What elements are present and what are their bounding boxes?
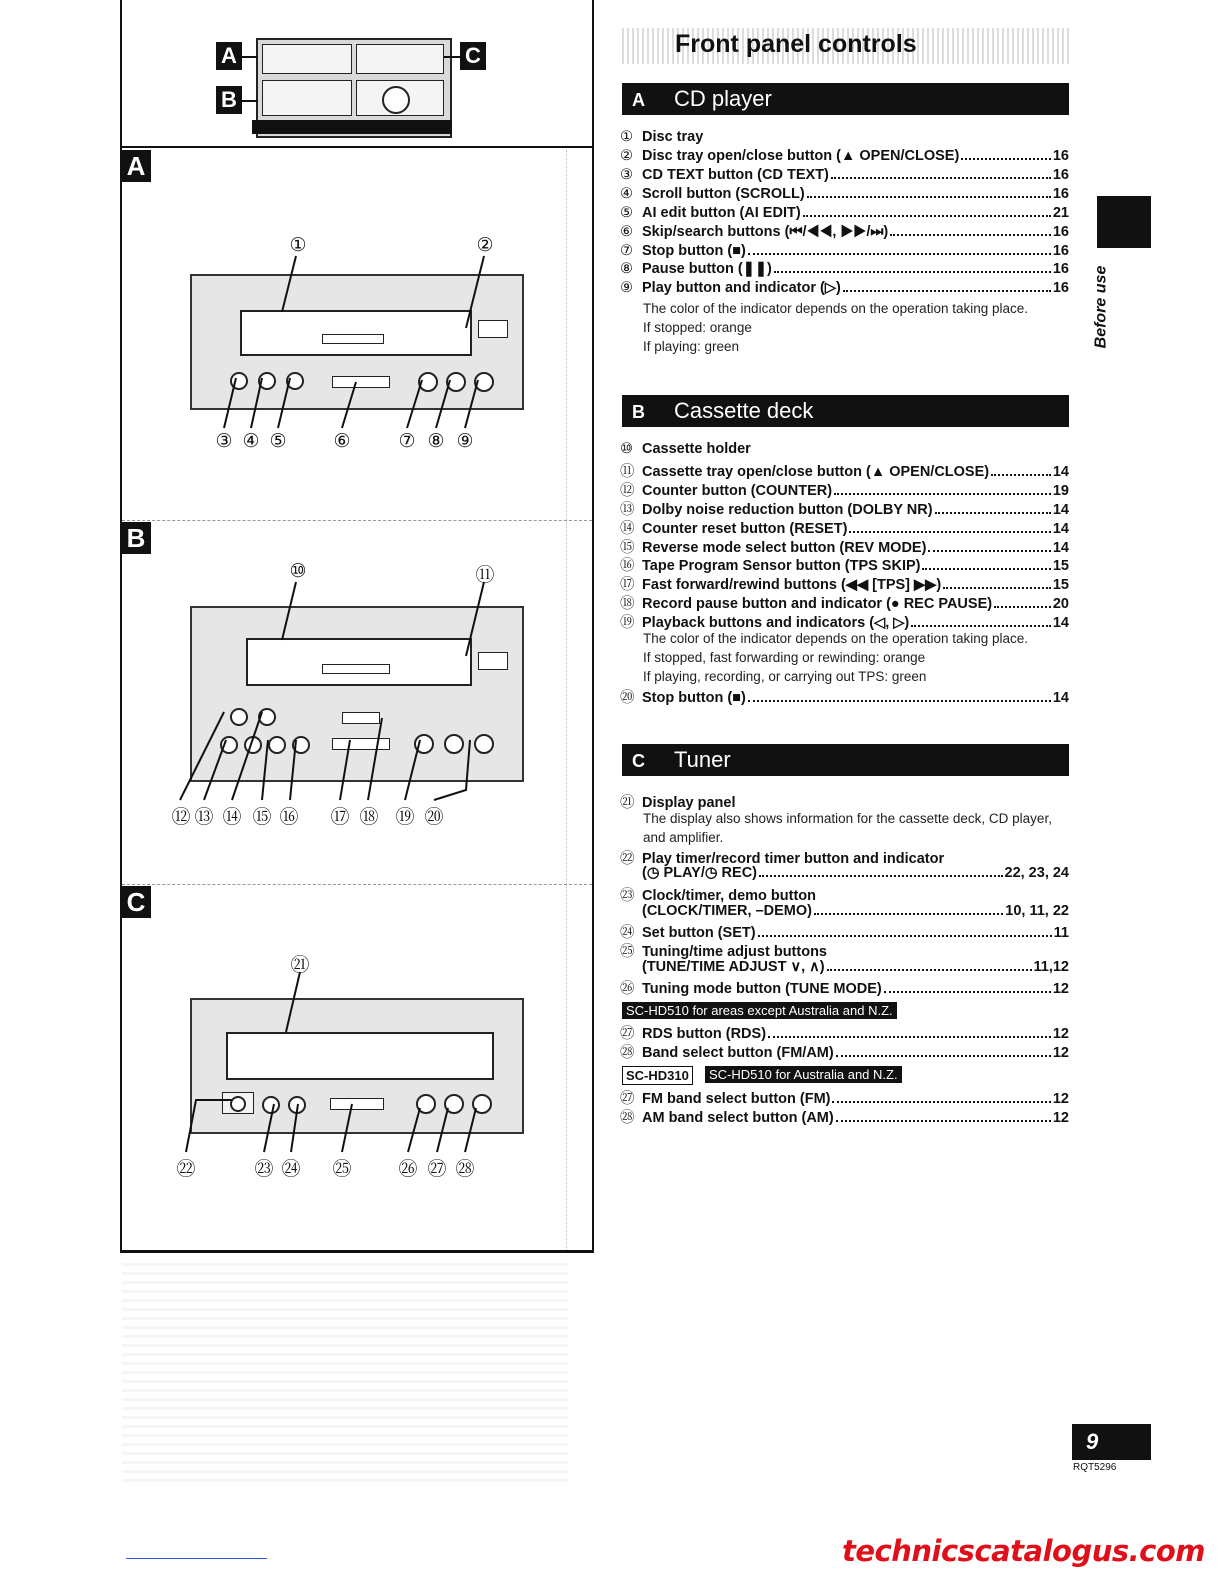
callout-1: ① xyxy=(289,234,307,256)
list-item xyxy=(620,498,1069,519)
list-item xyxy=(620,1106,1069,1127)
callout-16: ⑯ xyxy=(279,806,299,828)
item-number: ㉓ xyxy=(620,888,635,904)
callout-21: ㉑ xyxy=(290,954,310,976)
leader-dots xyxy=(831,177,1051,179)
section-a-header xyxy=(622,83,1069,115)
item-number: ⑱ xyxy=(620,596,635,612)
callout-9: ⑨ xyxy=(456,430,474,452)
list-item xyxy=(620,479,1069,500)
item-label: CD TEXT button (CD TEXT) xyxy=(642,167,829,183)
list-item xyxy=(620,977,1069,998)
model-tag-hd310: SC-HD310 xyxy=(622,1066,693,1085)
item-label: Play button and indicator (▷) xyxy=(642,280,841,296)
callout-26: ㉖ xyxy=(398,1158,418,1180)
indicator-note: If playing, recording, or carrying out TPS: green xyxy=(643,669,927,684)
item-page: 12 xyxy=(1052,1110,1069,1126)
item-label: AM band select button (AM) xyxy=(642,1110,834,1126)
overview-label-a: A xyxy=(216,42,242,70)
callout-6: ⑥ xyxy=(333,430,351,452)
item-number: ① xyxy=(620,129,633,145)
item-label: Dolby noise reduction button (DOLBY NR) xyxy=(642,502,933,518)
page-title: Front panel controls xyxy=(675,30,917,58)
leader-dots xyxy=(834,493,1051,495)
item-number: ⑮ xyxy=(620,540,635,556)
callout-23: ㉓ xyxy=(254,1158,274,1180)
item-page: 14 xyxy=(1052,615,1069,631)
section-thumb-tab xyxy=(1097,196,1151,248)
callout-7: ⑦ xyxy=(398,430,416,452)
item-label: Pause button (❚❚) xyxy=(642,261,772,277)
callout-24: ㉔ xyxy=(281,1158,301,1180)
list-item xyxy=(620,592,1069,613)
item-number: ⑲ xyxy=(620,615,635,631)
callout-22: ㉒ xyxy=(176,1158,196,1180)
callout-8: ⑧ xyxy=(427,430,445,452)
item-number: ㉔ xyxy=(620,925,635,941)
item-label: Record pause button and indicator (● REC PAUSE) xyxy=(642,596,993,612)
item-label: Tuning mode button (TUNE MODE) xyxy=(642,981,882,997)
item-number: ㉕ xyxy=(620,944,635,960)
model-tag-other-areas: SC-HD510 for areas except Australia and N.Z. xyxy=(622,1002,897,1019)
item-page: 21 xyxy=(1052,205,1069,221)
panel-label-c: C xyxy=(121,886,151,918)
leader-dots xyxy=(991,474,1051,476)
item-page: 10, 11, 22 xyxy=(1005,903,1069,919)
item-page: 16 xyxy=(1052,261,1069,277)
item-page: 12 xyxy=(1052,1045,1069,1061)
item-label: Playback buttons and indicators (◁, ▷) xyxy=(642,615,910,631)
model-tag-australia: SC-HD510 for Australia and N.Z. xyxy=(705,1066,902,1083)
section-c-letter: C xyxy=(632,751,645,771)
callout-5: ⑤ xyxy=(269,430,287,452)
item-number: ㉘ xyxy=(620,1045,635,1061)
callout-4: ④ xyxy=(242,430,260,452)
item-page: 14 xyxy=(1052,540,1069,556)
callout-2: ② xyxy=(476,234,494,256)
item-number: ⑧ xyxy=(620,261,633,277)
item-number: ⑨ xyxy=(620,280,633,296)
item-label: Fast forward/rewind buttons (◀◀ [TPS] ▶▶) xyxy=(642,577,942,593)
section-a-letter: A xyxy=(632,90,645,110)
list-item xyxy=(620,167,1069,183)
section-c-header xyxy=(622,744,1069,776)
item-page: 11 xyxy=(1053,925,1069,941)
callout-27: ㉗ xyxy=(427,1158,447,1180)
item-number: ③ xyxy=(620,167,633,183)
watermark: technicscatalogus.com xyxy=(842,1534,1205,1568)
item-label: Clock/timer, demo button xyxy=(642,888,817,904)
leader-dots xyxy=(814,913,1003,915)
list-item xyxy=(620,940,1069,961)
list-item xyxy=(620,573,1069,594)
overview-label-b: B xyxy=(216,86,242,114)
leader-dots xyxy=(943,587,1051,589)
item-number: ⑪ xyxy=(620,464,635,480)
item-label: Display panel xyxy=(642,795,736,811)
section-a-title: CD player xyxy=(674,86,772,111)
list-item-continuation xyxy=(620,865,1069,881)
list-item xyxy=(620,1022,1069,1043)
item-label: Cassette tray open/close button (▲ OPEN/CLOSE) xyxy=(642,464,990,480)
item-label: Scroll button (SCROLL) xyxy=(642,186,805,202)
section-b-title: Cassette deck xyxy=(674,398,814,423)
leader-dots xyxy=(884,991,1051,993)
item-label: Reverse mode select button (REV MODE) xyxy=(642,540,927,556)
item-label: AI edit button (AI EDIT) xyxy=(642,205,801,221)
leader-dots xyxy=(827,969,1032,971)
section-b-header xyxy=(622,395,1069,427)
item-page: 15 xyxy=(1052,558,1069,574)
leader-dots xyxy=(768,1036,1051,1038)
list-item xyxy=(620,460,1069,481)
indicator-note: The color of the indicator depends on the operation taking place. xyxy=(643,631,1029,646)
item-page: 19 xyxy=(1052,483,1069,499)
item-label: Counter button (COUNTER) xyxy=(642,483,833,499)
item-number: ⑦ xyxy=(620,243,633,259)
item-page: 14 xyxy=(1052,464,1069,480)
panel-label-a: A xyxy=(121,150,151,182)
item-sublabel: (◷ PLAY/◷ REC) xyxy=(642,865,758,881)
item-label: Play timer/record timer button and indicator xyxy=(642,851,945,867)
item-number: ⑳ xyxy=(620,690,635,706)
item-number: ④ xyxy=(620,186,633,202)
indicator-note: The color of the indicator depends on the operation taking place. xyxy=(643,301,1029,316)
item-page: 16 xyxy=(1052,243,1069,259)
item-page: 16 xyxy=(1052,224,1069,240)
item-page: 22, 23, 24 xyxy=(1004,865,1069,881)
item-sublabel: (CLOCK/TIMER, –DEMO) xyxy=(642,903,812,919)
item-page: 15 xyxy=(1052,577,1069,593)
list-item xyxy=(620,280,1069,296)
frame-bottom xyxy=(120,1250,594,1253)
leader-dots xyxy=(994,606,1051,608)
overview-label-c: C xyxy=(460,42,486,70)
leader-dots xyxy=(774,271,1051,273)
callout-11: ⑪ xyxy=(475,564,495,586)
list-item xyxy=(620,261,1069,277)
list-item xyxy=(620,686,1069,707)
page-number: 9 xyxy=(1072,1424,1151,1460)
item-label: Cassette holder xyxy=(642,441,751,457)
item-page: 12 xyxy=(1052,1091,1069,1107)
item-label: Skip/search buttons (⏮/◀◀, ▶▶/⏭) xyxy=(642,224,889,240)
list-item xyxy=(620,517,1069,538)
callout-17: ⑰ xyxy=(330,806,350,828)
item-label: Tuning/time adjust buttons xyxy=(642,944,827,960)
leader-dots xyxy=(911,625,1051,627)
list-item xyxy=(620,224,1069,240)
item-page: 14 xyxy=(1052,502,1069,518)
callout-3: ③ xyxy=(215,430,233,452)
item-page: 20 xyxy=(1052,596,1069,612)
list-item xyxy=(620,205,1069,221)
display-note: The display also shows information for the cassette deck, CD player, and amplifier. xyxy=(643,811,1052,845)
callout-13: ⑬ xyxy=(194,806,214,828)
list-item xyxy=(620,884,1069,905)
side-label-container xyxy=(1092,258,1124,358)
leader-dots xyxy=(849,531,1050,533)
leader-dots xyxy=(928,550,1050,552)
list-item-continuation xyxy=(620,903,1069,919)
leader-dots xyxy=(961,158,1051,160)
item-number: ㉗ xyxy=(620,1091,635,1107)
item-page: 16 xyxy=(1052,280,1069,296)
leader-dots xyxy=(748,253,1051,255)
item-label: Band select button (FM/AM) xyxy=(642,1045,834,1061)
list-item xyxy=(620,554,1069,575)
item-page: 14 xyxy=(1052,690,1069,706)
list-item xyxy=(620,129,1069,145)
item-label: Disc tray open/close button (▲ OPEN/CLOSE) xyxy=(642,148,960,164)
item-label: Disc tray xyxy=(642,129,704,145)
callout-19: ⑲ xyxy=(395,806,415,828)
item-label: Stop button (■) xyxy=(642,243,746,259)
item-number: ⑩ xyxy=(620,441,633,457)
callout-10: ⑩ xyxy=(289,560,307,582)
callout-14: ⑭ xyxy=(222,806,242,828)
item-number: ⑤ xyxy=(620,205,633,221)
item-label: Stop button (■) xyxy=(642,690,746,706)
item-number: ② xyxy=(620,148,633,164)
item-number: ㉗ xyxy=(620,1026,635,1042)
callout-15: ⑮ xyxy=(252,806,272,828)
indicator-note: If stopped: orange xyxy=(643,320,752,335)
faded-bleed-through xyxy=(122,1262,568,1482)
leader-dots xyxy=(807,196,1051,198)
panel-label-b: B xyxy=(121,522,151,554)
leader-dots xyxy=(803,215,1051,217)
leader-dots xyxy=(758,935,1052,937)
section-c-title: Tuner xyxy=(674,747,731,772)
callout-leader-lines xyxy=(0,0,600,1250)
item-page: 12 xyxy=(1052,1026,1069,1042)
document-code: RQT5296 xyxy=(1073,1462,1117,1473)
leader-dots xyxy=(935,512,1051,514)
leader-dots xyxy=(832,1101,1050,1103)
indicator-note: If playing: green xyxy=(643,339,740,354)
list-item xyxy=(620,148,1069,164)
item-label: Set button (SET) xyxy=(642,925,756,941)
item-number: ⑰ xyxy=(620,577,635,593)
item-page: 11,12 xyxy=(1033,959,1069,975)
callout-28: ㉘ xyxy=(455,1158,475,1180)
item-label: Counter reset button (RESET) xyxy=(642,521,848,537)
list-item xyxy=(620,921,1069,942)
callout-20: ⑳ xyxy=(424,806,444,828)
list-item-continuation xyxy=(620,959,1069,975)
list-item xyxy=(620,1087,1069,1108)
callout-12: ⑫ xyxy=(171,806,191,828)
item-sublabel: (TUNE/TIME ADJUST ∨, ∧) xyxy=(642,959,825,975)
leader-dots xyxy=(836,1120,1051,1122)
item-number: ㉑ xyxy=(620,795,635,811)
indicator-note: If stopped, fast forwarding or rewinding: orange xyxy=(643,650,926,665)
item-page: 16 xyxy=(1052,167,1069,183)
item-number: ㉖ xyxy=(620,981,635,997)
leader-dots xyxy=(836,1055,1051,1057)
list-item xyxy=(620,186,1069,202)
item-page: 16 xyxy=(1052,148,1069,164)
leader-dots xyxy=(748,700,1051,702)
section-b-letter: B xyxy=(632,402,645,422)
leader-dots xyxy=(843,290,1051,292)
item-number: ⑯ xyxy=(620,558,635,574)
item-number: ㉒ xyxy=(620,851,635,867)
side-label: Before use xyxy=(1092,265,1110,349)
item-label: Tape Program Sensor button (TPS SKIP) xyxy=(642,558,921,574)
leader-dots xyxy=(759,875,1002,877)
list-item xyxy=(620,243,1069,259)
item-page: 16 xyxy=(1052,186,1069,202)
callout-25: ㉕ xyxy=(332,1158,352,1180)
leader-dots xyxy=(922,568,1050,570)
leader-dots xyxy=(890,234,1051,236)
item-number: ⑬ xyxy=(620,502,635,518)
item-number: ⑭ xyxy=(620,521,635,537)
item-number: ⑫ xyxy=(620,483,635,499)
item-number: ⑥ xyxy=(620,224,633,240)
item-label: RDS button (RDS) xyxy=(642,1026,767,1042)
item-number: ㉘ xyxy=(620,1110,635,1126)
list-item xyxy=(620,1041,1069,1062)
list-item xyxy=(620,441,1069,457)
footer-link-underline[interactable] xyxy=(126,1558,267,1559)
item-page: 12 xyxy=(1052,981,1069,997)
item-page: 14 xyxy=(1052,521,1069,537)
item-label: FM band select button (FM) xyxy=(642,1091,831,1107)
callout-18: ⑱ xyxy=(359,806,379,828)
